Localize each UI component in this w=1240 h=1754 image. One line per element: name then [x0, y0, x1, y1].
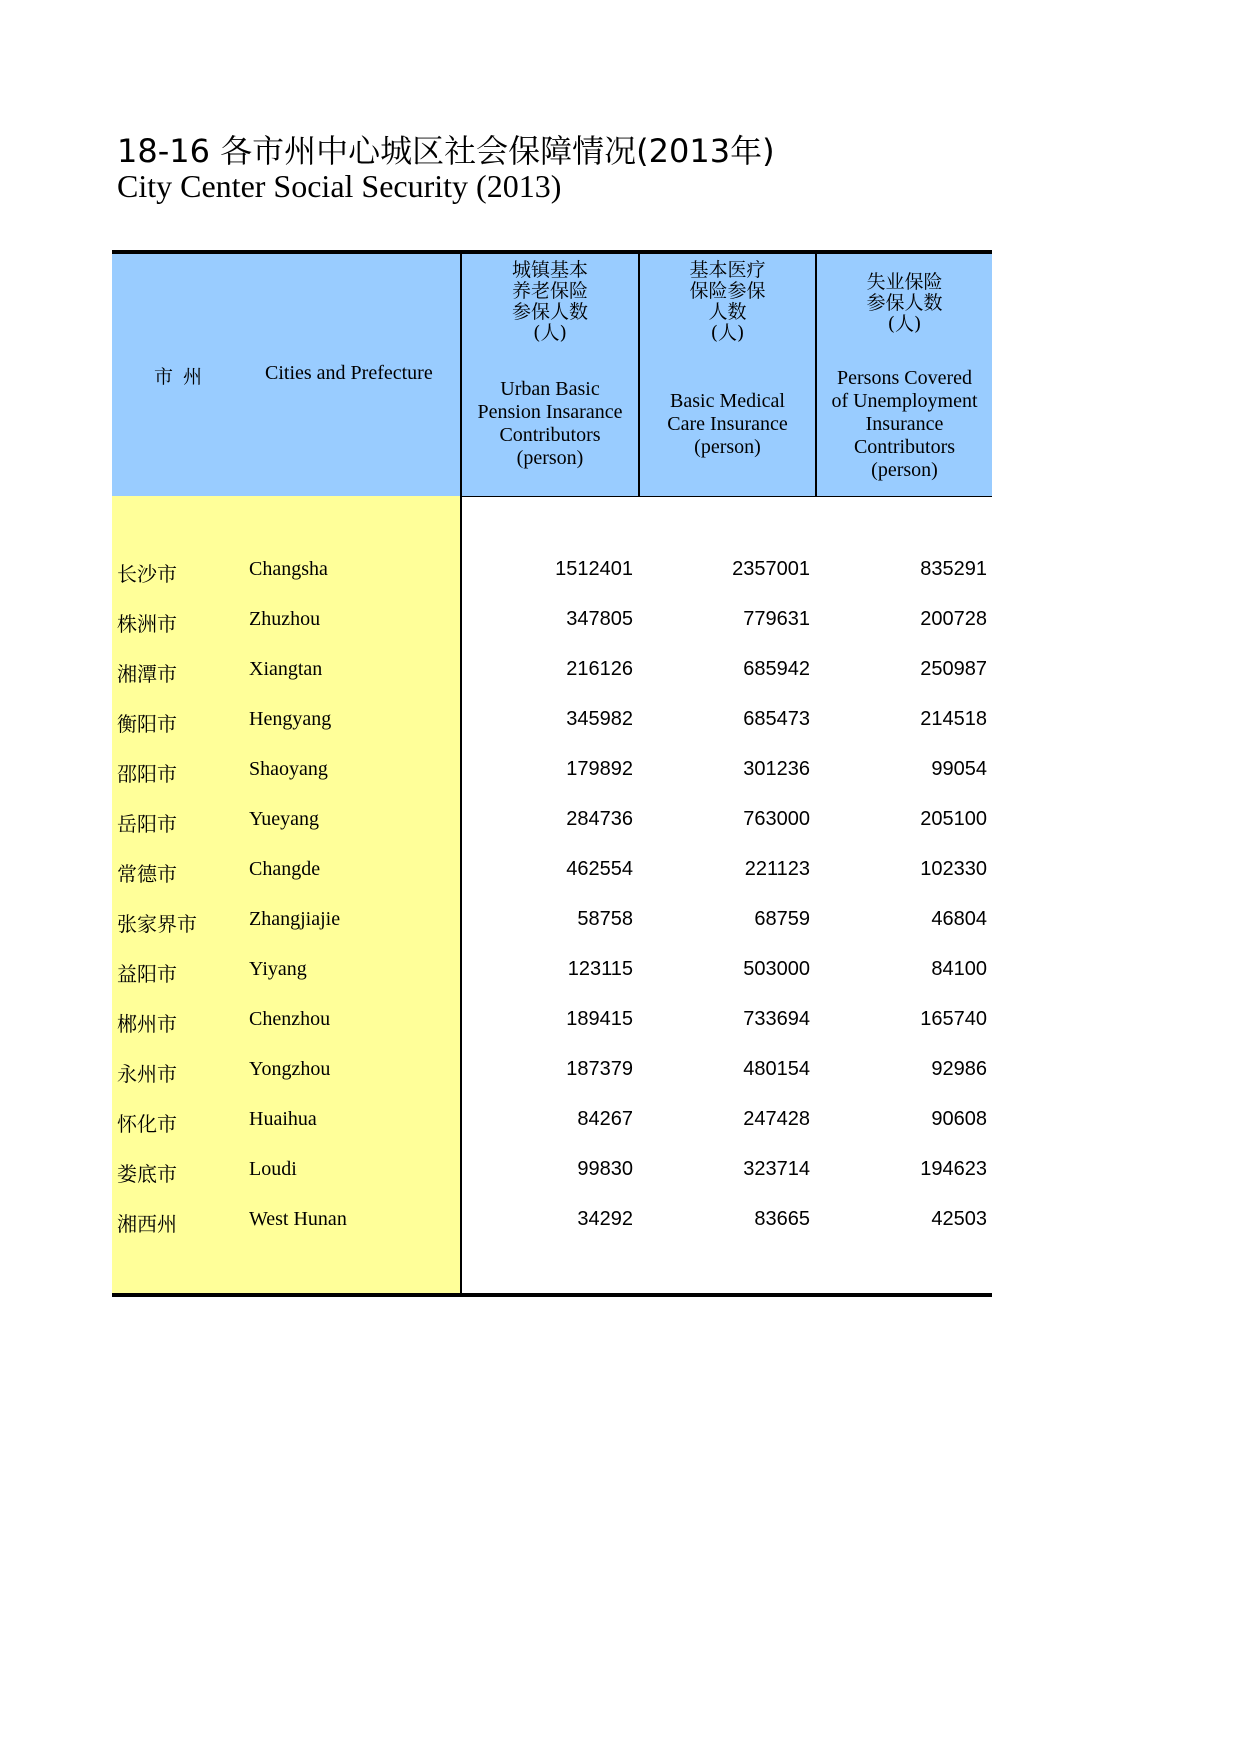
header-pension-english: Urban Basic Pension Insarance Contributors (person): [477, 378, 623, 469]
city-chinese: 郴州市: [117, 1012, 177, 1036]
city-chinese: 常德市: [117, 862, 177, 886]
table-row: [112, 808, 992, 858]
table-row: [112, 558, 992, 608]
city-chinese: 永州市: [117, 1062, 177, 1086]
medical-value: 301236: [743, 758, 810, 780]
medical-value: 763000: [743, 808, 810, 830]
pension-value: 123115: [567, 958, 633, 980]
pension-value: 187379: [566, 1058, 633, 1080]
city-english: Shaoyang: [249, 758, 328, 780]
table-row: [112, 758, 992, 808]
header-unemployment-english: Persons Covered of Unemployment Insurance Contributors (person): [831, 367, 978, 481]
table-header: [112, 254, 992, 496]
city-english: Zhangjiajie: [249, 908, 341, 930]
city-chinese: 邵阳市: [117, 762, 177, 786]
header-medical: [640, 254, 815, 496]
medical-value: 503000: [743, 958, 810, 980]
city-chinese: 湘潭市: [117, 662, 177, 686]
table-row: [112, 708, 992, 758]
table-bottom-rule: [112, 1293, 992, 1297]
table-row: [112, 658, 992, 708]
unemployment-value: 200728: [920, 608, 987, 630]
table-row: [112, 858, 992, 908]
pension-value: 179892: [566, 758, 633, 780]
pension-value: 99830: [577, 1158, 633, 1180]
city-english: West Hunan: [249, 1208, 347, 1230]
table-row: [112, 1108, 992, 1158]
table-row: [112, 1058, 992, 1108]
table-row: [112, 1208, 992, 1258]
pension-value: 34292: [577, 1208, 633, 1230]
unemployment-value: 84100: [931, 958, 987, 980]
table-row: [112, 958, 992, 1008]
header-bottom-rule: [460, 496, 992, 497]
city-chinese: 岳阳市: [117, 812, 177, 836]
unemployment-value: 194623: [920, 1158, 987, 1180]
header-medical-chinese: 基本医疗 保险参保 人数 (人): [689, 259, 766, 344]
pension-value: 1512401: [555, 558, 633, 580]
medical-value: 221123: [744, 858, 810, 880]
header-pension-chinese: 城镇基本 养老保险 参保人数 (人): [511, 259, 588, 344]
city-chinese: 湘西州: [117, 1212, 177, 1236]
city-english: Changde: [249, 858, 321, 880]
medical-value: 480154: [743, 1058, 810, 1080]
city-chinese: 益阳市: [117, 962, 177, 986]
page-title-chinese: 18-16 各市州中心城区社会保障情况(2013年): [117, 132, 775, 170]
header-unemployment-chinese: 失业保险 参保人数 (人): [866, 271, 943, 335]
unemployment-value: 99054: [931, 758, 987, 780]
city-english: Hengyang: [249, 708, 332, 730]
city-chinese: 株洲市: [117, 612, 177, 636]
unemployment-value: 46804: [931, 908, 987, 930]
unemployment-value: 835291: [920, 558, 987, 580]
header-pension: [462, 254, 638, 496]
medical-value: 685942: [743, 658, 810, 680]
pension-value: 189415: [566, 1008, 633, 1030]
unemployment-value: 42503: [931, 1208, 987, 1230]
city-english: Huaihua: [249, 1108, 317, 1130]
table-row: [112, 1158, 992, 1208]
table-row: [112, 908, 992, 958]
city-chinese: 长沙市: [117, 562, 177, 586]
city-english: Zhuzhou: [249, 608, 321, 630]
pension-value: 84267: [577, 1108, 633, 1130]
city-chinese: 张家界市: [117, 912, 197, 936]
pension-value: 58758: [577, 908, 633, 930]
medical-value: 323714: [743, 1158, 810, 1180]
city-english: Yiyang: [249, 958, 307, 980]
pension-value: 284736: [566, 808, 633, 830]
header-city-chinese: 市州: [154, 366, 213, 388]
medical-value: 68759: [754, 908, 810, 930]
pension-value: 216126: [566, 658, 633, 680]
city-english: Chenzhou: [249, 1008, 331, 1030]
city-chinese: 衡阳市: [117, 712, 177, 736]
medical-value: 83665: [754, 1208, 810, 1230]
pension-value: 347805: [566, 608, 633, 630]
header-unemployment: [817, 254, 992, 496]
medical-value: 685473: [743, 708, 810, 730]
page-title-english: City Center Social Security (2013): [117, 168, 562, 204]
unemployment-value: 90608: [931, 1108, 987, 1130]
city-chinese: 娄底市: [117, 1162, 177, 1186]
medical-value: 733694: [743, 1008, 810, 1030]
medical-value: 247428: [743, 1108, 810, 1130]
medical-value: 779631: [743, 608, 810, 630]
city-english: Xiangtan: [249, 658, 323, 680]
city-english: Loudi: [249, 1158, 297, 1180]
city-english: Yongzhou: [249, 1058, 331, 1080]
unemployment-value: 214518: [920, 708, 987, 730]
medical-value: 2357001: [732, 558, 810, 580]
pension-value: 462554: [566, 858, 633, 880]
unemployment-value: 250987: [920, 658, 987, 680]
header-city-english: Cities and Prefecture: [265, 362, 433, 384]
header-medical-english: Basic Medical Care Insurance (person): [667, 390, 788, 458]
unemployment-value: 92986: [931, 1058, 987, 1080]
pension-value: 345982: [566, 708, 633, 730]
table-row: [112, 1008, 992, 1058]
city-english: Yueyang: [249, 808, 319, 830]
unemployment-value: 102330: [920, 858, 987, 880]
unemployment-value: 205100: [920, 808, 987, 830]
city-english: Changsha: [249, 558, 328, 580]
unemployment-value: 165740: [920, 1008, 987, 1030]
table-row: [112, 608, 992, 658]
city-chinese: 怀化市: [117, 1112, 177, 1136]
